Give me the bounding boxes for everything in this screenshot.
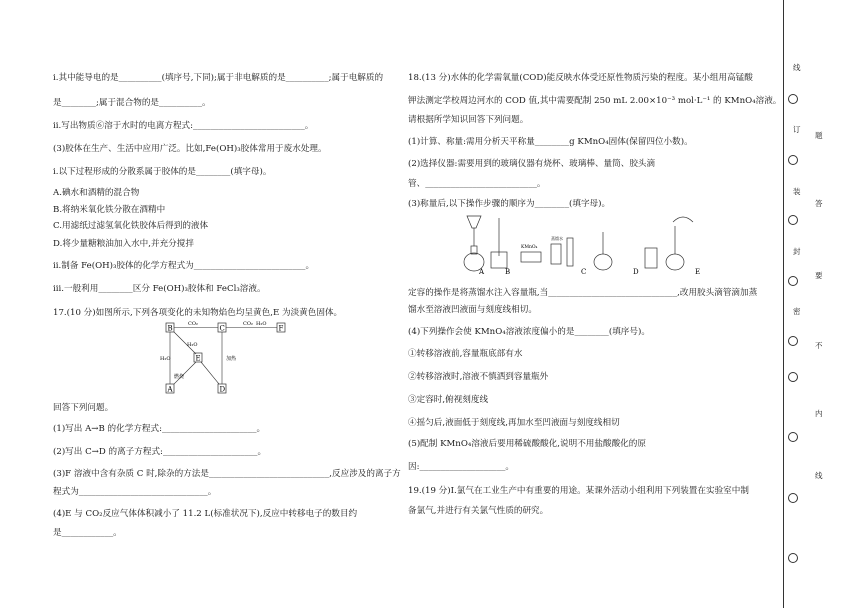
binding-strip <box>770 0 860 608</box>
q19-line-2: 备氯气,并进行有关氯气性质的研究。 <box>408 506 549 516</box>
q16-line-2: 是________;属于混合物的是__________。 <box>53 98 211 108</box>
binding-line <box>783 0 784 608</box>
q17-title: 17.(10 分)如图所示,下列各项变化的未知物焰色均呈黄色,E 为淡黄色固体。 <box>53 308 343 318</box>
svg-text:KMnO₄: KMnO₄ <box>521 245 538 250</box>
option-b: B.将纳米氧化铁分散在酒精中 <box>53 205 166 215</box>
binding-char: 装 <box>793 187 801 196</box>
q18-sub-4: (4)下列操作会使 KMnO₄溶液浓度偏小的是________(填序号)。 <box>408 327 650 337</box>
svg-text:CO₂: CO₂ <box>243 321 253 327</box>
binding-char: 答 <box>815 199 823 208</box>
q17-sub-4b: 是____________。 <box>53 528 122 538</box>
svg-text:CO₂: CO₂ <box>188 321 198 327</box>
binding-hole <box>788 432 798 442</box>
binding-char: 内 <box>815 409 823 418</box>
binding-char: 不 <box>815 341 823 350</box>
binding-char: 要 <box>815 271 823 280</box>
q18-opt-4: ④摇匀后,液面低于刻度线,再加水至凹液面与刻度线相切 <box>408 418 620 428</box>
q18-sub-5b: 因:____________________。 <box>408 462 515 472</box>
node-a: A <box>167 385 173 394</box>
node-e: E <box>195 354 201 363</box>
node-f: F <box>278 324 284 333</box>
binding-char: 题 <box>815 131 823 140</box>
q19-title: 19.(19 分)Ⅰ.氯气在工业生产中有重要的用途。某课外活动小组利用下列装置在实验室中制 <box>408 486 749 496</box>
binding-hole <box>788 493 798 503</box>
q17-line-2: 回答下列问题。 <box>53 403 114 413</box>
binding-char: 线 <box>815 471 823 480</box>
q18-sub-3: (3)称量后,以下操作步骤的顺序为________(填字母)。 <box>408 199 611 209</box>
q18-sub-5: (5)配制 KMnO₄溶液后要用稀硫酸酸化,说明不用盐酸酸化的原 <box>408 439 646 449</box>
q18-title: 18.(13 分)水体的化学需氧量(COD)能反映水体受还原性物质污染的程度。某小组用高锰酸 <box>408 73 753 83</box>
binding-hole <box>788 553 798 563</box>
q16-line-11: iii.一般利用________区分 Fe(OH)₃胶体和 FeCl₃溶液。 <box>53 284 266 294</box>
label-c: C <box>581 268 587 276</box>
option-c: C.用滤纸过滤氢氧化铁胶体后得到的液体 <box>53 221 209 231</box>
binding-char: 线 <box>793 63 801 72</box>
binding-char: 密 <box>793 307 801 316</box>
q17-sub-4: (4)E 与 CO₂反应气体体积减小了 11.2 L(标准状况下),反应中转移电子的数目约 <box>53 509 358 519</box>
option-a: A.碘水和酒精的混合物 <box>53 188 140 198</box>
svg-text:H₂O: H₂O <box>187 342 198 348</box>
option-d: D.将少量糖粮油加入水中,并充分搅拌 <box>53 239 194 249</box>
binding-hole <box>788 336 798 346</box>
binding-hole <box>788 276 798 286</box>
q18-opt-1: ①转移溶液前,容量瓶底部有水 <box>408 349 523 359</box>
q16-line-1: ⅰ.其中能导电的是__________(填序号,下同);属于非电解质的是__________;属于电解质的 <box>53 73 384 83</box>
q18-sub-2b: 管、__________________________。 <box>408 179 546 189</box>
label-d: D <box>633 268 639 276</box>
q17-sub-2: (2)写出 C→D 的离子方程式:______________________。 <box>53 447 267 457</box>
node-c: C <box>219 324 225 333</box>
node-d: D <box>219 385 226 394</box>
q18-line-8: 定容的操作是将蒸馏水注入容量瓶,当______________________________,改用胶头滴管滴加蒸 <box>408 288 758 298</box>
q18-line-3: 请根据所学知识回答下列问题。 <box>408 115 529 125</box>
q16-line-5: ⅰ.以下过程形成的分散系属于胶体的是________(填字母)。 <box>53 167 272 177</box>
q18-opt-2: ②转移溶液时,溶液不慎洒到容量瓶外 <box>408 372 549 382</box>
q18-sub-2: (2)选择仪器:需要用到的玻璃仪器有烧杯、玻璃棒、量筒、胶头滴 <box>408 159 656 169</box>
label-a: A <box>479 268 485 276</box>
svg-text:燃烧: 燃烧 <box>174 374 185 380</box>
q17-sub-1: (1)写出 A→B 的化学方程式:______________________。 <box>53 424 266 434</box>
binding-hole <box>788 155 798 165</box>
q16-line-10: ⅱ.制备 Fe(OH)₃胶体的化学方程式为__________________________。 <box>53 261 315 271</box>
q17-sub-3: (3)F 溶液中含有杂质 C 时,除杂的方法是____________________________,反应涉及的离子方 <box>53 469 401 479</box>
label-e: E <box>695 268 701 276</box>
q16-line-3: ⅱ.写出物质⑥溶于水时的电离方程式:__________________________。 <box>53 121 314 131</box>
q18-sub-1: (1)计算、称量:需用分析天平称量________g KMnO₄固体(保留四位小数)。 <box>408 137 693 147</box>
label-b: B <box>505 268 511 276</box>
svg-text:H₂O: H₂O <box>256 321 267 327</box>
q17-sub-3b: 程式为______________________________。 <box>53 487 217 497</box>
binding-char: 封 <box>793 247 801 256</box>
node-b: B <box>167 324 173 333</box>
svg-text:蒸馏水: 蒸馏水 <box>551 236 563 241</box>
q18-opt-3: ③定容时,俯视刻度线 <box>408 395 489 405</box>
q16-line-4: (3)胶体在生产、生活中应用广泛。比如,Fe(OH)₃胶体常用于废水处理。 <box>53 144 327 154</box>
q17-diagram <box>160 318 290 400</box>
svg-text:H₂O: H₂O <box>160 356 171 362</box>
binding-hole <box>788 372 798 382</box>
q18-apparatus <box>455 212 715 276</box>
binding-hole <box>788 94 798 104</box>
binding-hole <box>788 215 798 225</box>
q18-line-2: 钾法测定学校周边河水的 COD 值,其中需要配制 250 mL 2.00×10⁻³ mol·L⁻¹ 的 KMnO₄溶液。 <box>408 96 782 106</box>
q18-line-9: 馏水至溶液凹液面与刻度线相切。 <box>408 305 537 315</box>
binding-char: 订 <box>793 125 801 134</box>
svg-text:加热: 加热 <box>226 356 237 362</box>
